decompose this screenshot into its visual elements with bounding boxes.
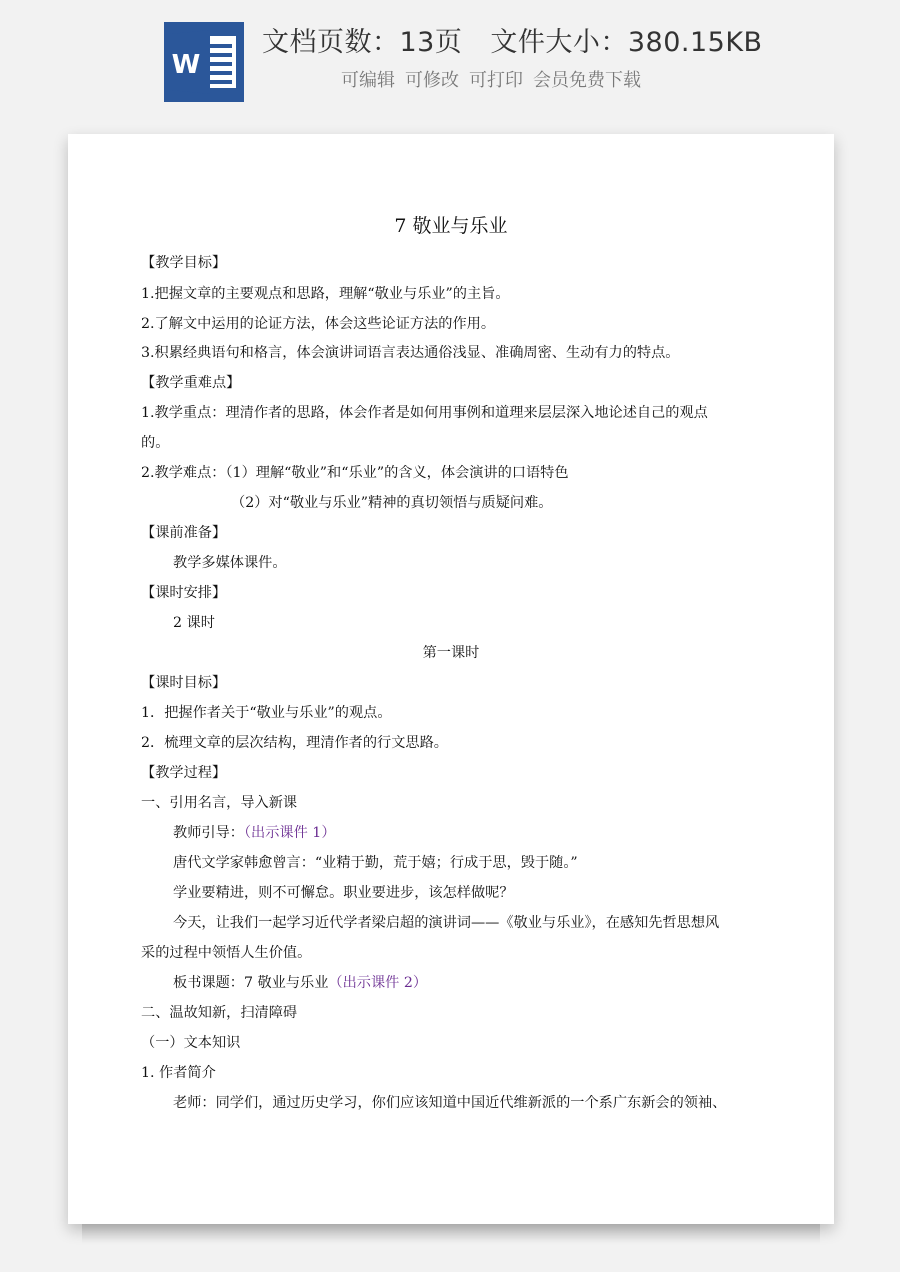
heading-key-points: 【教学重难点】 [141, 375, 241, 391]
feature-list [341, 66, 651, 92]
subsection-text-knowledge: （一）文本知识 [141, 1035, 241, 1051]
quote-followup: 学业要精进，则不可懈怠。职业要进步，该怎样做呢？ [173, 885, 514, 901]
file-size: 文件大小：380.15KB [490, 27, 763, 58]
board-title-label: 板书课题：7 敬业与乐业 [173, 975, 329, 991]
goal-1: 1.把握文章的主要观点和思路，理解“敬业与乐业”的主旨。 [141, 286, 510, 302]
heading-schedule: 【课时安排】 [141, 585, 227, 601]
goal-2: 2.了解文中运用的论证方法，体会这些论证方法的作用。 [141, 316, 496, 332]
feature-modifiable: 可修改 [405, 70, 459, 91]
word-icon [164, 22, 244, 102]
svg-text:W: W [171, 50, 201, 80]
intro-paragraph-cont: 采的过程中领悟人生价值。 [141, 945, 312, 961]
paper-shadow [82, 1224, 820, 1244]
key-point-1-cont: 的。 [141, 435, 170, 451]
page-count: 文档页数：13页 [262, 27, 463, 58]
preparation-text: 教学多媒体课件。 [173, 555, 287, 571]
key-point-1: 1.教学重点：理清作者的思路，体会作者是如何用事例和道理来层层深入地论述自己的观点 [141, 405, 708, 421]
author-intro-heading: 1. 作者简介 [141, 1065, 216, 1081]
schedule-text: 2 课时 [173, 615, 215, 631]
intro-paragraph: 今天，让我们一起学习近代学者梁启超的演讲词——《敬业与乐业》，在感知先哲思想风 [173, 915, 720, 931]
feature-printable: 可打印 [469, 70, 523, 91]
header-title [262, 20, 763, 59]
feature-member-download: 会员免费下载 [533, 70, 641, 91]
document-info-header [0, 0, 900, 120]
section-1-title: 一、引用名言，导入新课 [141, 795, 298, 811]
teacher-guide [173, 823, 336, 843]
feature-editable: 可编辑 [341, 70, 395, 91]
board-title [173, 973, 427, 993]
quote-han-yu: 唐代文学家韩愈曾言：“业精于勤，荒于嬉；行成于思，毁于随。” [173, 855, 578, 871]
teacher-guide-label: 教师引导： [173, 825, 244, 841]
key-point-2: 2.教学难点：（1）理解“敬业”和“乐业”的含义，体会演讲的口语特色 [141, 465, 569, 481]
heading-lesson-goals: 【课时目标】 [141, 675, 227, 691]
lesson-goal-2: 2．梳理文章的层次结构，理清作者的行文思路。 [141, 735, 448, 751]
key-point-2-cont: （2）对“敬业与乐业”精神的真切领悟与质疑问难。 [231, 495, 553, 511]
section-2-title: 二、温故知新，扫清障碍 [141, 1005, 298, 1021]
lesson-goal-1: 1．把握作者关于“敬业与乐业”的观点。 [141, 705, 392, 721]
heading-preparation: 【课前准备】 [141, 525, 227, 541]
doc-title: 7 敬业与乐业 [394, 215, 508, 237]
heading-process: 【教学过程】 [141, 765, 227, 781]
heading-teaching-goals: 【教学目标】 [141, 255, 227, 271]
courseware-ref-2: （出示课件 2） [328, 975, 428, 991]
lesson-1-heading: 第一课时 [422, 645, 480, 661]
courseware-ref-1: （出示课件 1） [243, 825, 336, 841]
teacher-speech: 老师：同学们，通过历史学习，你们应该知道中国近代维新派的一个系广东新会的领袖、 [173, 1095, 727, 1111]
goal-3: 3.积累经典语句和格言，体会演讲词语言表达通俗浅显、准确周密、生动有力的特点。 [141, 345, 680, 361]
